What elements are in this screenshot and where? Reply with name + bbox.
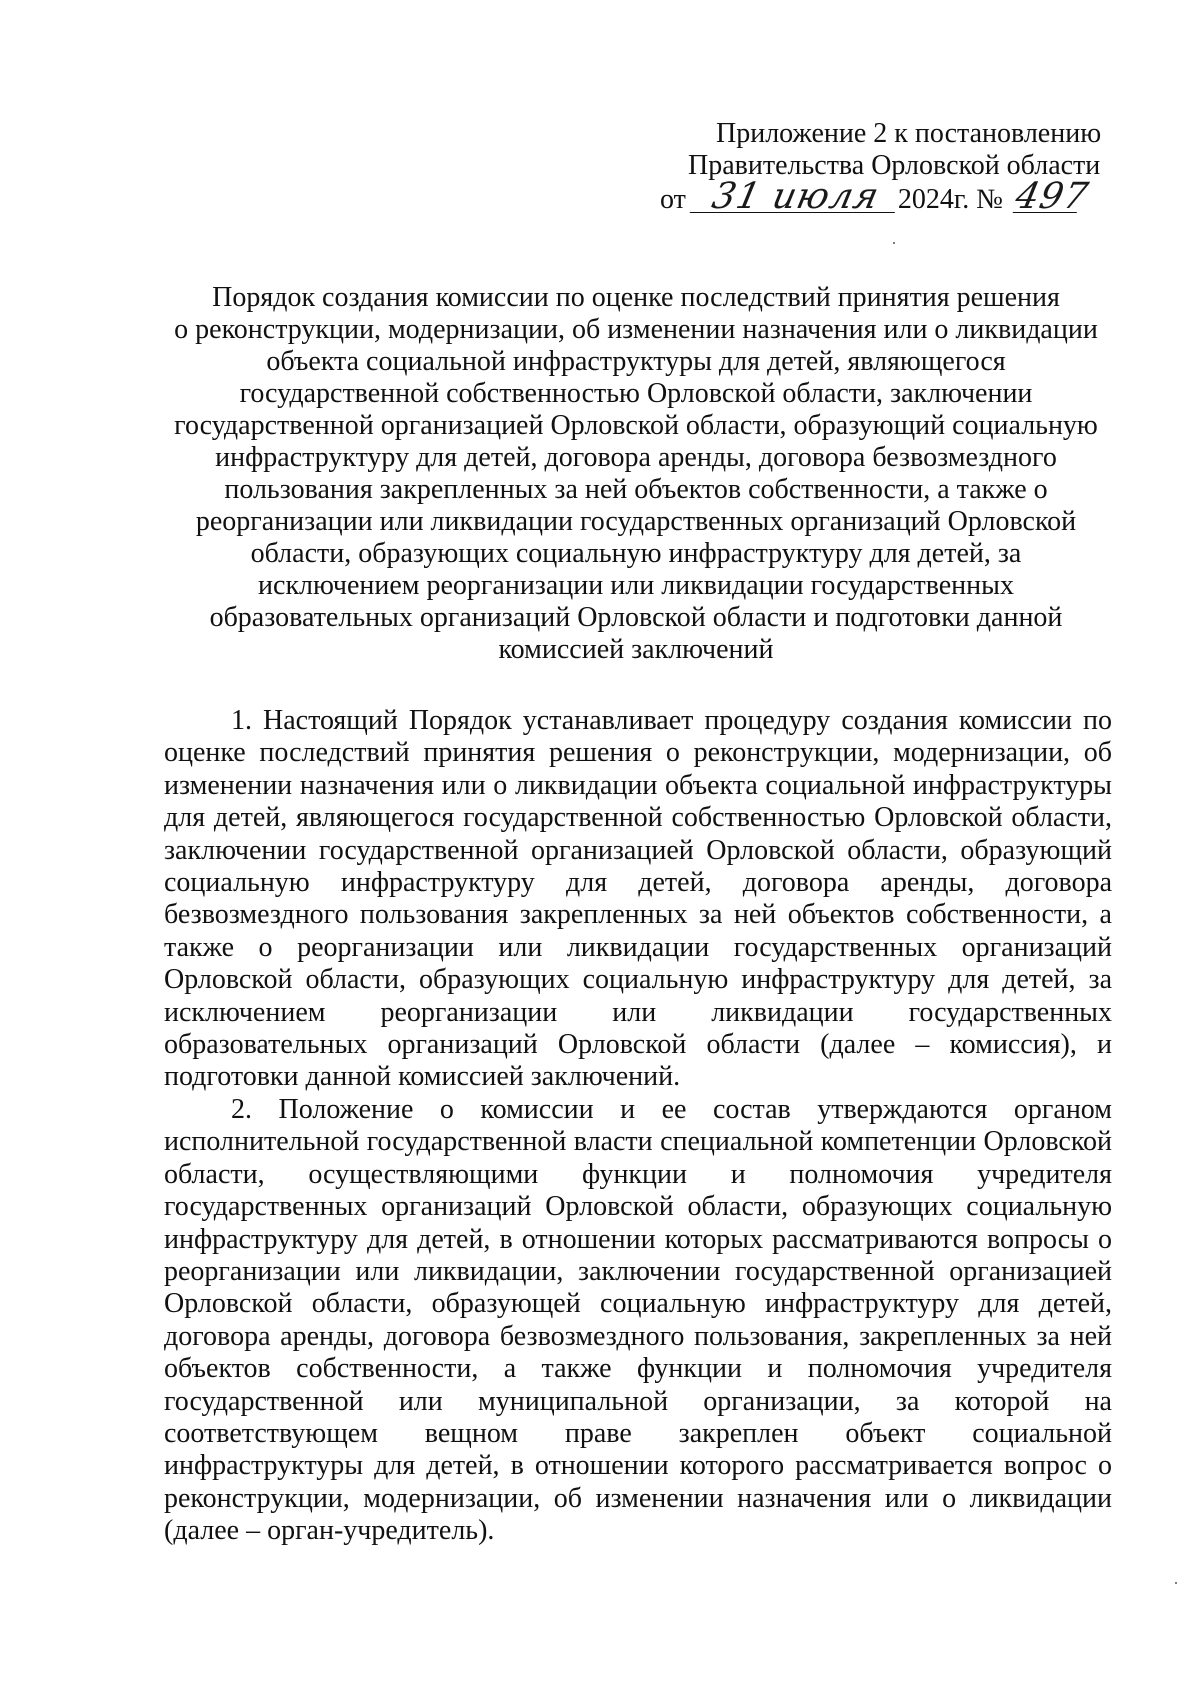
title-line: Порядок создания комиссии по оценке последствий принятия решения: [212, 282, 1060, 313]
appendix-header: [660, 118, 1120, 216]
document-title: [160, 282, 1112, 666]
header-line-government: Правительства Орловской области: [688, 150, 1101, 181]
handwritten-number: 497: [1011, 176, 1093, 217]
title-line: реорганизации или ликвидации государственных организаций Орловской: [195, 506, 1077, 537]
title-line: исключением реорганизации или ликвидации государственных: [258, 570, 1014, 601]
title-line: инфраструктуру для детей, договора аренды, договора безвозмездного: [215, 442, 1057, 473]
header-line-date: [660, 176, 1120, 217]
year-suffix: 2024г. №: [897, 184, 1003, 215]
title-line: объекта социальной инфраструктуры для детей, являющегося: [266, 346, 1006, 377]
title-line: о реконструкции, модернизации, об изменении назначения или о ликвидации: [174, 314, 1098, 345]
scan-speck: [1175, 1582, 1177, 1584]
title-line: пользования закрепленных за ней объектов собственности, а также о: [224, 474, 1048, 505]
title-line: комиссией заключений: [498, 634, 774, 665]
date-prefix: от: [660, 184, 686, 215]
paragraph-2: 2. Положение о комиссии и ее состав утверждаются органом исполнительной государственной власти специальной компетенции Орловской области, осуществляющими функции и полномочия учредителя государственных организаций Орловской области, образующих социальную инфраструктуру для детей, в отношении которых рассматриваются вопросы о реорганизации или ликвидации, заключении государственной организацией Орловской области, образующей социальную инфраструктуру для детей, договора аренды, договора безвозмездного пользования, закрепленных за ней объектов собственности, а также функции и полномочия учредителя государственной или муниципальной организации, за которой на соответствующем вещном праве закреплен объект социальной инфраструктуры для детей, в отношении которого рассматривается вопрос о реконструкции, модернизации, об изменении назначения или о ликвидации (далее – орган-учредитель).: [164, 1093, 1112, 1547]
title-line: государственной организацией Орловской области, образующий социальную: [174, 410, 1098, 441]
title-line: области, образующих социальную инфраструктуру для детей, за: [250, 538, 1022, 569]
header-line-appendix: Приложение 2 к постановлению: [716, 118, 1102, 149]
handwritten-date: 31 июля: [690, 182, 902, 213]
document-body: [164, 705, 1112, 1548]
title-line: образовательных организаций Орловской области и подготовки данной: [209, 602, 1063, 633]
title-line: государственной собственностью Орловской области, заключении: [239, 378, 1033, 409]
scan-speck: [893, 242, 895, 244]
paragraph-1: 1. Настоящий Порядок устанавливает процедуру создания комиссии по оценке последствий принятия решения о реконструкции, модернизации, об изменении назначения или о ликвидации объекта социальной инфраструктуры для детей, являющегося государственной собственностью Орловской области, заключении государственной организацией Орловской области, образующий социальную инфраструктуру для детей, договора аренды, договора безвозмездного пользования закрепленных за ней объектов собственности, а также о реорганизации или ликвидации государственных организаций Орловской области, образующих социальную инфраструктуру для детей, за исключением реорганизации или ликвидации государственных образовательных организаций Орловской области (далее – комиссия), и подготовки данной комиссией заключений.: [164, 705, 1112, 1093]
